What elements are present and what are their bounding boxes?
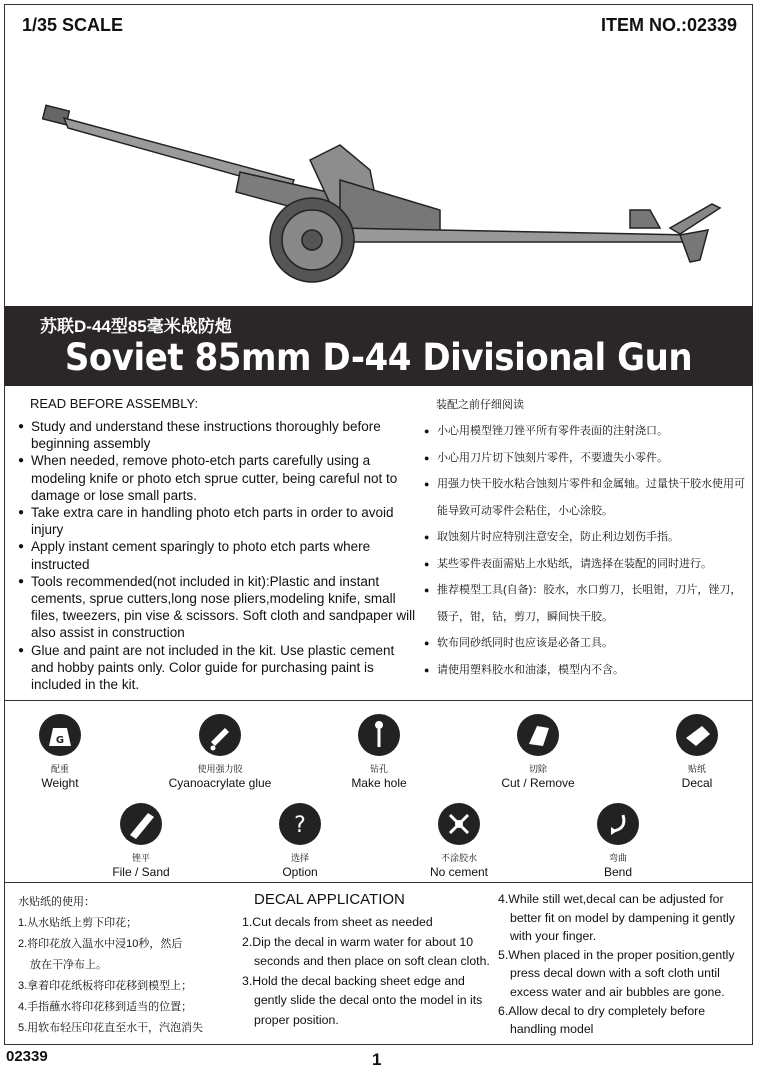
read-item: ● Apply instant cement sparingly to photo etch parts where instructed	[18, 538, 418, 572]
legend-option: ? 选择 Option	[235, 803, 365, 879]
drill-icon	[358, 714, 400, 756]
option-icon	[279, 803, 321, 845]
read-title-cn: 装配之前仔细阅读	[436, 399, 524, 411]
legend-no-cement: 不涂胶水 No cement	[394, 803, 524, 879]
file-icon	[120, 803, 162, 845]
legend-cut: 切除 Cut / Remove	[473, 714, 603, 790]
scale-label: 1/35 SCALE	[22, 15, 124, 35]
legend-weight: G 配重 Weight	[0, 714, 125, 790]
svg-text:?: ?	[294, 813, 306, 838]
cut-icon	[517, 714, 559, 756]
legend-bend: 弯曲 Bend	[553, 803, 683, 879]
legend-file: 锉平 File / Sand	[76, 803, 206, 879]
read-list-cn	[424, 418, 746, 683]
divider	[4, 700, 753, 701]
read-item-cn: ● 软布同砂纸同时也应该是必备工具。	[424, 630, 746, 657]
page-number: 1	[372, 1050, 382, 1069]
read-item-cn: ● 取蚀刻片时应特别注意安全，防止利边划伤手指。	[424, 524, 746, 551]
read-item-cn: ● 推荐模型工具(自备)：胶水，水口剪刀，长咀钳，刀片，锉刀，镊子，钳，钻，剪刀，瞬间快干胶。	[424, 577, 746, 630]
read-item-cn: ● 某些零件表面需贴上水贴纸，请选择在装配的同时进行。	[424, 551, 746, 578]
legend-decal: 贴纸 Decal	[632, 714, 759, 790]
read-list	[18, 418, 418, 693]
title-cn: 苏联D-44型85毫米战防炮	[40, 317, 232, 336]
legend-drill: 钻孔 Make hole	[314, 714, 444, 790]
read-item: ● Glue and paint are not included in the kit. Use plastic cement and hobby paints only. Color guide for purchasing paint is included in the kit.	[18, 642, 418, 694]
no-cement-icon	[438, 803, 480, 845]
read-item: ● Study and understand these instructions thoroughly before beginning assembly	[18, 418, 418, 452]
read-item-cn: ● 用强力快干胶水粘合蚀刻片零件和金属轴。过量快干胶水使用可能导致可动零件会粘住，小心涂胶。	[424, 471, 746, 524]
footer-code: 02339	[6, 1048, 48, 1065]
decal-steps-left: 1.Cut decals from sheet as needed 2.Dip the decal in warm water for about 10 seconds and then place on soft clean cloth. 3.Hold the decal backing sheet edge and gently slide the decal onto the model in its proper position.	[242, 915, 490, 1027]
read-item: ● Take extra care in handling photo etch parts in order to avoid injury	[18, 504, 418, 538]
title-en: Soviet 85mm D-44 Divisional Gun	[64, 336, 693, 379]
glue-icon	[199, 714, 241, 756]
read-item-cn: ● 小心用模型锉刀锉平所有零件表面的注射浇口。	[424, 418, 746, 445]
svg-text:G: G	[55, 735, 65, 746]
read-item-cn: ● 请使用塑料胶水和油漆，模型内不含。	[424, 657, 746, 684]
item-number: ITEM NO.:02339	[600, 15, 737, 35]
decal-icon	[676, 714, 718, 756]
divider	[4, 882, 753, 883]
legend-glue: 使用强力胶 Cyanoacrylate glue	[155, 714, 285, 790]
read-item-cn: ● 小心用刀片切下蚀刻片零件，不要遗失小零件。	[424, 445, 746, 472]
decal-steps-right: 4.While still wet,decal can be adjusted for better fit on model by dampening it gently with your finger. 5.When placed in the proper position,gently press decal down with a soft cloth until excess water and air bubbles are gone. 6.Allow decal to dry completely before handling model	[498, 892, 735, 1037]
read-item: ● When needed, remove photo-etch parts carefully using a modeling knife or photo etch sprue cutter, being careful not to damage or lose small parts.	[18, 452, 418, 504]
bend-icon	[597, 803, 639, 845]
gun-illustration	[40, 100, 730, 300]
read-item: ● Tools recommended(not included in kit):Plastic and instant cements, sprue cutters,long nose pliers,modeling knife, small files, tweezers, pin vise & scissors. Soft cloth and sandpaper will also assist in construction	[18, 573, 418, 642]
read-title: READ BEFORE ASSEMBLY:	[30, 396, 199, 411]
decal-instructions-cn: 水贴纸的使用： 1.从水贴纸上剪下印花； 2.将印花放入温水中浸10秒，然后 放在干净布上。 3.拿着印花纸板将印花移到模型上； 4.手指蘸水将印花移到适当的位置； 5.用软布轻压印花直至水干，汽泡消失	[18, 896, 204, 1034]
decal-title: DECAL APPLICATION	[254, 891, 405, 908]
title-banner	[4, 306, 753, 386]
weight-icon	[39, 714, 81, 756]
